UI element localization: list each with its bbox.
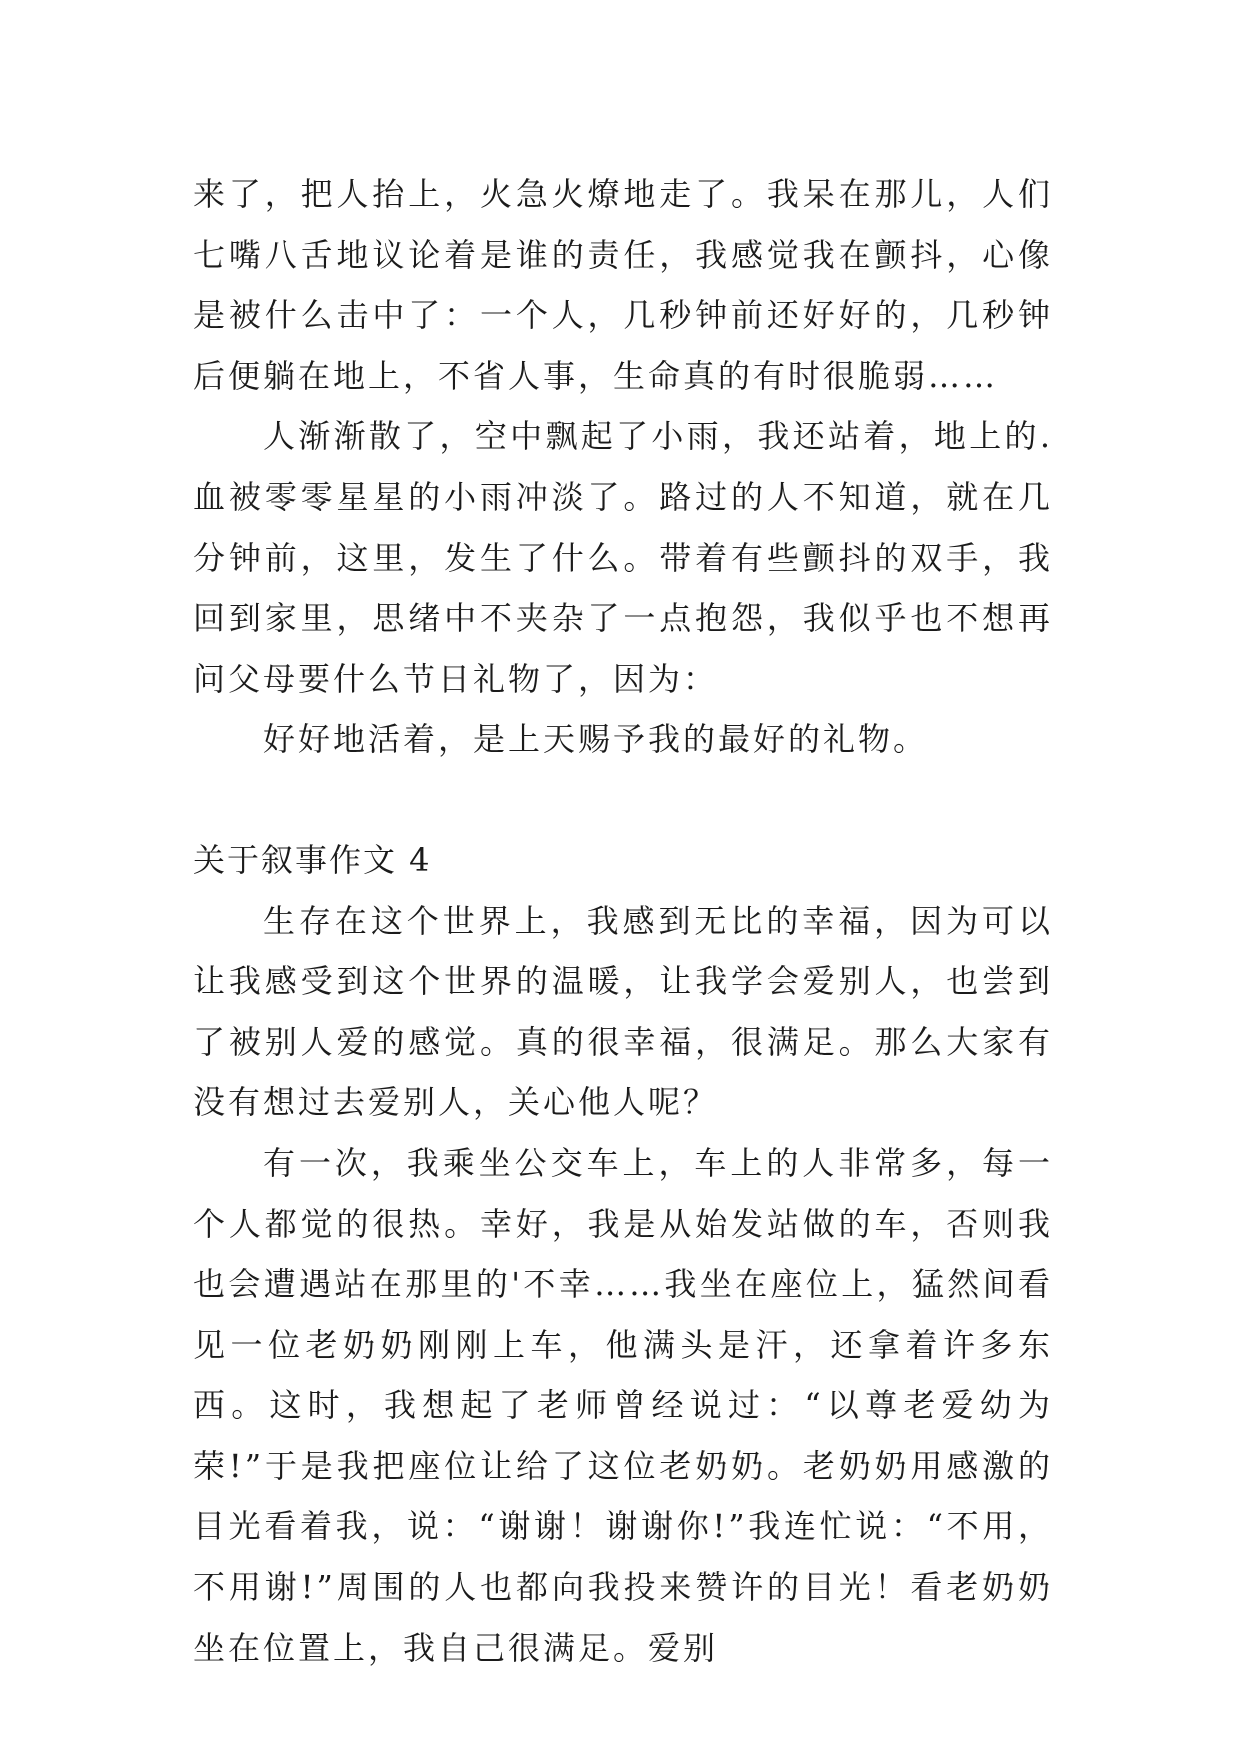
section-heading: 关于叙事作文 4	[193, 840, 432, 879]
paragraph-intro: 生存在这个世界上，我感到无比的幸福，因为可以让我感受到这个世界的温暖，让我学会爱别人，也尝到了被别人爱的感觉。真的很幸福，很满足。那么大家有没有想过去爱别人，关心他人呢？	[193, 901, 1053, 1122]
section-gap	[193, 770, 1053, 830]
document-body	[193, 164, 1053, 1678]
paragraph-continued: 来了，把人抬上，火急火燎地走了。我呆在那儿，人们七嘴八舌地议论着是谁的责任，我感觉我在颤抖，心像是被什么击中了：一个人，几秒钟前还好好的，几秒钟后便躺在地上，不省人事，生命真的有时很脆弱……	[193, 175, 1053, 395]
paragraph-conclusion: 好好地活着，是上天赐予我的最好的礼物。	[263, 720, 929, 759]
paragraph-rain: 人渐渐散了，空中飘起了小雨，我还站着，地上的.血被零零星星的小雨冲淡了。路过的人不知道，就在几分钟前，这里，发生了什么。带着有些颤抖的双手，我回到家里，思绪中不夹杂了一点抱怨，我似乎也不想再问父母要什么节日礼物了，因为：	[193, 417, 1053, 698]
paragraph-bus-story: 有一次，我乘坐公交车上，车上的人非常多，每一个人都觉的很热。幸好，我是从始发站做的车，否则我也会遭遇站在那里的'不幸……我坐在座位上，猛然间看见一位老奶奶刚刚上车，他满头是汗，还拿着许多东西。这时，我想起了老师曾经说过：“以尊老爱幼为荣!”于是我把座位让给了这位老奶奶。老奶奶用感激的目光看着我，说：“谢谢！谢谢你!”我连忙说：“不用，不用谢!”周围的人也都向我投来赞许的目光！看老奶奶坐在位置上，我自己很满足。爱别	[193, 1143, 1053, 1667]
